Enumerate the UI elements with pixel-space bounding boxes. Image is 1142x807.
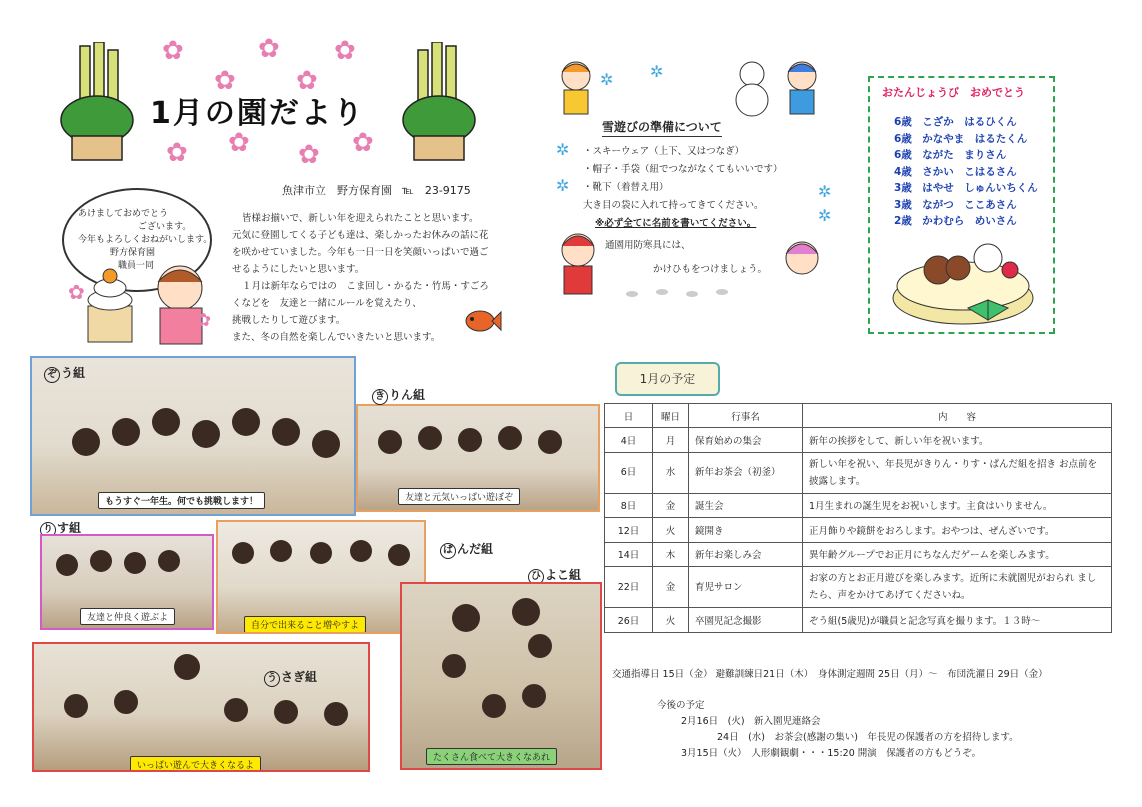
snow-prep-line: かけひもをつけましょう。	[653, 264, 768, 275]
intro-line: せるようにしたいと思います。	[232, 264, 365, 275]
class-label-panda: ぱ んだ組	[440, 540, 493, 559]
table-header-row	[605, 404, 1112, 428]
plum-flower-icon: ✿	[352, 128, 374, 158]
schedule-table	[604, 403, 1112, 633]
class-label-risu: り す組	[40, 519, 81, 538]
intro-line: また、冬の自然を楽しんでいきたいと思います。	[232, 332, 441, 343]
intro-line: を咲かせていました。今年も一日一日を笑顔いっぱいで過ご	[232, 247, 489, 258]
snow-prep-title: 雪遊びの準備について	[602, 118, 722, 137]
table-cell: 1月生まれの誕生児をお祝いします。主食はいりません。	[803, 493, 1112, 518]
photo-caption: たくさん食べて大きくなあれ	[426, 748, 557, 765]
table-row	[605, 542, 1112, 567]
birthday-cake-illustration	[888, 228, 1038, 328]
table-cell: 8日	[605, 493, 653, 518]
snowflake-icon: ✲	[556, 140, 570, 159]
snow-prep-line: 通園用防寒具には、	[605, 240, 691, 251]
table-row	[605, 428, 1112, 453]
table-cell: ぞう組(5歳児)が職員と記念写真を撮ります。１３時～	[803, 608, 1112, 633]
class-label-hiyoko: ひ よこ組	[528, 566, 581, 585]
intro-line: １月は新年ならではの こま回し・かるた・竹馬・すごろ	[242, 281, 489, 292]
monthly-events-line: 交通指導日 15日（金） 避難訓練日21日（木） 身体測定週間 25日（月）～ 布団洗濯日 29日（金）	[612, 669, 1048, 680]
table-cell: 新しい年を祝い、年長児がきりん・りす・ぱんだ組を招き お点前を披露します。	[803, 452, 1112, 493]
table-cell: 金	[653, 493, 689, 518]
table-cell: 12日	[605, 518, 653, 543]
kids-snow-illustration	[552, 56, 842, 118]
photo-caption: いっぱい遊んで大きくなるよ	[130, 756, 261, 772]
snowflake-icon: ✲	[600, 70, 614, 89]
snowflake-icon: ✲	[818, 206, 832, 225]
table-cell: 26日	[605, 608, 653, 633]
column-header: 行事名	[689, 404, 803, 428]
intro-line: 皆様お揃いで、新しい年を迎えられたことと思います。	[242, 213, 479, 224]
intro-line: 挑戦したりして遊びます。	[232, 315, 346, 326]
photo-kirin-class	[356, 404, 600, 512]
birthday-entry: 6歳 ながた まりさん	[894, 149, 1007, 161]
photo-risu-class	[40, 534, 214, 630]
class-label-usagi: う さぎ組	[264, 668, 317, 687]
sea-bream-icon	[462, 308, 502, 334]
plum-flower-icon: ✿	[166, 138, 188, 168]
plum-flower-icon: ✿	[214, 66, 236, 96]
table-cell: 新年の挨拶をして、新しい年を祝います。	[803, 428, 1112, 453]
table-cell: 育児サロン	[689, 567, 803, 608]
table-row	[605, 493, 1112, 518]
snow-prep-item: ・靴下（着替え用）	[583, 182, 669, 193]
future-schedule	[657, 698, 1019, 762]
plum-flower-icon: ✿	[228, 128, 250, 158]
birthday-entry: 6歳 こざか はるひくん	[894, 116, 1017, 128]
photo-usagi-class	[32, 642, 370, 772]
photo-caption: 友達と仲良く遊ぶよ	[80, 608, 175, 625]
page-title: 1月の園だより	[150, 96, 365, 131]
schedule-badge: 1月の予定	[615, 362, 720, 396]
table-cell: 鏡開き	[689, 518, 803, 543]
birthday-box	[868, 76, 1055, 334]
greeting-line: ございます。	[138, 222, 192, 232]
table-cell: 14日	[605, 542, 653, 567]
table-row	[605, 567, 1112, 608]
school-tel: ℡ 23-9175	[402, 184, 471, 197]
table-row	[605, 452, 1112, 493]
plum-flower-icon: ✿	[68, 280, 85, 304]
table-cell: 正月飾りや鏡餅をおろします。おやつは、ぜんざいです。	[803, 518, 1112, 543]
plum-flower-icon: ✿	[162, 36, 184, 66]
birthday-entry: 2歳 かわむら めいさん	[894, 215, 1017, 227]
future-item: 3月15日（火） 人形劇観劇・・・15:20 開演 保護者の方もどうぞ。	[681, 748, 982, 759]
table-cell: 月	[653, 428, 689, 453]
kids-winter-illustration	[552, 228, 842, 300]
plum-flower-icon: ✿	[196, 310, 212, 331]
column-header: 日	[605, 404, 653, 428]
class-label-zou: ぞ う組	[44, 364, 85, 383]
table-cell: 新年お楽しみ会	[689, 542, 803, 567]
table-cell: 火	[653, 608, 689, 633]
birthday-entry: 3歳 ながつ ここあさん	[894, 198, 1017, 211]
birthday-entry: 6歳 かなやま はるたくん	[894, 132, 1028, 145]
photo-panda-class	[216, 520, 426, 634]
photo-caption: もうすぐ一年生。何でも挑戦します！	[98, 492, 265, 509]
table-cell: 水	[653, 452, 689, 493]
intro-line: 元気に登園してくる子ども達は、楽しかったお休みの話に花	[232, 230, 489, 241]
snow-prep-item: ・帽子・手袋（紐でつながなくてもいいです）	[583, 164, 783, 175]
greeting-line: あけましておめでとう	[78, 209, 169, 219]
snow-prep-note: ※必ず全てに名前を書いてください。	[595, 218, 757, 229]
snow-prep-bag: 大き目の袋に入れて持ってきてください。	[583, 200, 764, 211]
birthday-title: おたんじょうび おめでとう	[882, 86, 1025, 99]
plum-flower-icon: ✿	[334, 36, 356, 66]
table-cell: お家の方とお正月遊びを楽しみます。近所に未就園児がおられ ましたら、声をかけてあげてくださいね。	[803, 567, 1112, 608]
table-cell: 金	[653, 567, 689, 608]
snowflake-icon: ✲	[556, 176, 570, 195]
birthday-entry: 4歳 さかい こはるさん	[894, 165, 1017, 178]
photo-caption: 友達と元気いっぱい遊ぼぞ	[398, 488, 520, 505]
table-cell: 保育始めの集会	[689, 428, 803, 453]
table-cell: 火	[653, 518, 689, 543]
column-header: 曜日	[653, 404, 689, 428]
table-cell: 異年齢グループでお正月にちなんだゲームを楽しみます。	[803, 542, 1112, 567]
snow-prep-item: ・スキーウェア（上下、又はつなぎ）	[583, 146, 745, 157]
photo-zou-class	[30, 356, 356, 516]
table-cell: 6日	[605, 452, 653, 493]
plum-flower-icon: ✿	[258, 34, 280, 64]
future-item: 2月16日 (火) 新入園児連絡会	[681, 716, 821, 727]
plum-flower-icon: ✿	[296, 66, 318, 96]
greeting-line: 今年もよろしくおねがいします。	[78, 235, 213, 245]
class-label-kirin: き りん組	[372, 386, 425, 405]
birthday-list	[894, 114, 1038, 230]
column-header: 内 容	[803, 404, 1112, 428]
table-row	[605, 518, 1112, 543]
table-cell: 卒園児記念撮影	[689, 608, 803, 633]
intro-line: くなどを 友達と一緒にルールを覚えたり、	[232, 298, 422, 309]
greeting-line: 野方保育園	[110, 248, 156, 258]
photo-caption: 自分で出来ること増やすよ	[244, 616, 366, 633]
school-name: 魚津市立 野方保育園	[282, 184, 392, 197]
greeting-line: 職員一同	[118, 261, 155, 271]
kadomatsu-left-illustration	[58, 42, 136, 162]
kadomatsu-right-illustration	[400, 42, 478, 162]
photo-hiyoko-class	[400, 582, 602, 770]
birthday-entry: 3歳 はやせ しゅんいちくん	[894, 182, 1038, 194]
table-row	[605, 608, 1112, 633]
plum-flower-icon: ✿	[298, 140, 320, 170]
table-cell: 22日	[605, 567, 653, 608]
table-cell: 木	[653, 542, 689, 567]
snowflake-icon: ✲	[650, 62, 664, 81]
table-cell: 4日	[605, 428, 653, 453]
future-title: 今後の予定	[657, 700, 705, 711]
future-item: 24日 (水) お茶会(感謝の集い) 年長児の保護者の方を招待します。	[717, 732, 1019, 743]
table-cell: 新年お茶会（初釜）	[689, 452, 803, 493]
table-cell: 誕生会	[689, 493, 803, 518]
snowflake-icon: ✲	[818, 182, 832, 201]
